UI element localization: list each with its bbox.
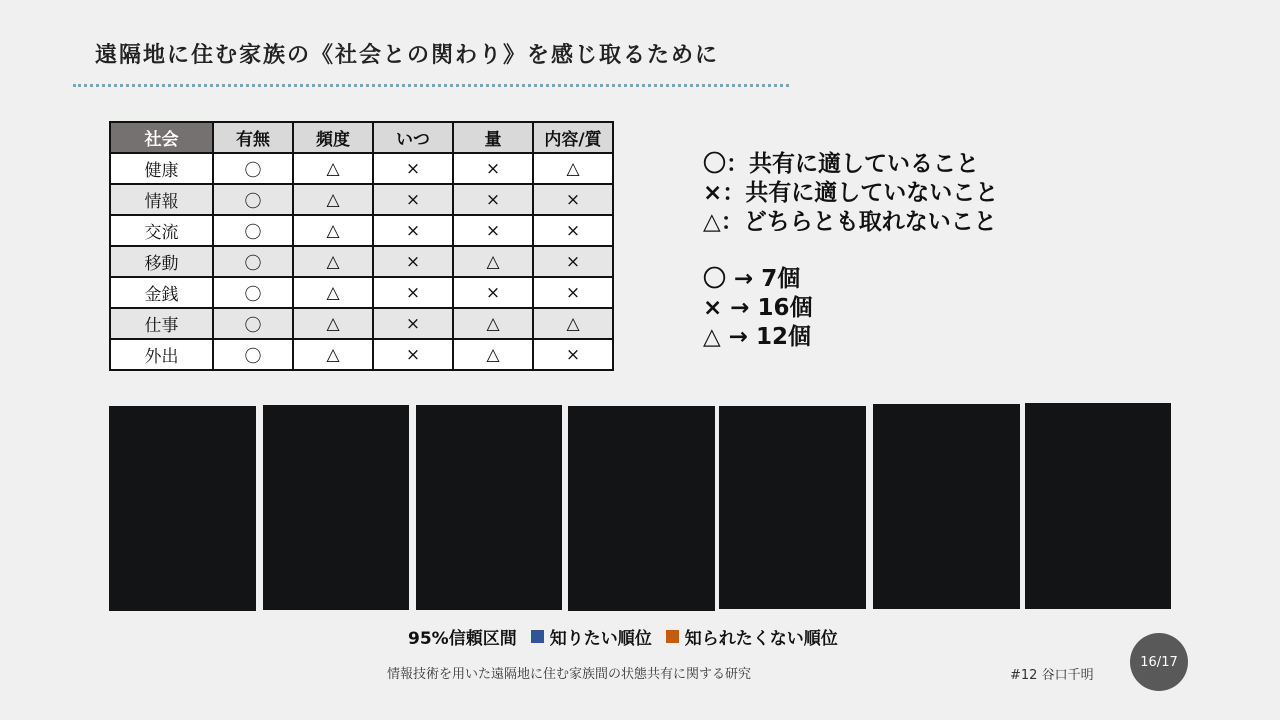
table-cell: 〇 — [213, 277, 293, 308]
table-header-cell: 内容/質 — [533, 122, 613, 153]
legend-item-want: 知りたい順位 — [549, 629, 652, 649]
table-cell: 〇 — [213, 153, 293, 184]
chart-legend — [408, 624, 838, 649]
row-label: 情報 — [110, 184, 213, 215]
table-cell: 〇 — [213, 184, 293, 215]
footer-text: 情報技術を用いた遠隔地に住む家族間の状態共有に関する研究 — [387, 667, 752, 682]
redacted-chart-panel — [719, 406, 866, 609]
table-row — [110, 308, 613, 339]
slide-title: 遠隔地に住む家族の《社会との関わり》を感じ取るために — [95, 43, 720, 68]
table-cell: × — [453, 215, 533, 246]
row-label: 交流 — [110, 215, 213, 246]
table-header-cell: 量 — [453, 122, 533, 153]
table-row — [110, 153, 613, 184]
legend-def-cross: ×：共有に適していないこと — [703, 180, 999, 206]
symbol-legend — [703, 150, 998, 352]
table-cell: △ — [293, 339, 373, 370]
table-cell: △ — [293, 153, 373, 184]
table-cell: 〇 — [213, 308, 293, 339]
table-cell: × — [533, 277, 613, 308]
table-cell: △ — [293, 215, 373, 246]
table-cell: × — [373, 246, 453, 277]
table-header-cell: いつ — [373, 122, 453, 153]
redacted-chart-panel — [263, 405, 409, 610]
table-cell: △ — [533, 308, 613, 339]
table-cell: △ — [293, 308, 373, 339]
legend-count-cross: × → 16個 — [703, 295, 813, 321]
table-cell: △ — [453, 308, 533, 339]
table-header-cell: 有無 — [213, 122, 293, 153]
table-cell: × — [373, 277, 453, 308]
table-cell: × — [453, 277, 533, 308]
legend-item-not-want: 知られたくない順位 — [684, 629, 838, 649]
table-cell: × — [373, 184, 453, 215]
table-header-row — [110, 122, 613, 153]
table-cell: △ — [453, 246, 533, 277]
table-cell: × — [533, 184, 613, 215]
table-header-cell: 頻度 — [293, 122, 373, 153]
table-cell: × — [533, 246, 613, 277]
legend-def-circle: 〇：共有に適していること — [703, 151, 979, 177]
table-cell: 〇 — [213, 246, 293, 277]
table-cell: × — [373, 153, 453, 184]
table-cell: △ — [293, 246, 373, 277]
table-row — [110, 246, 613, 277]
table-cell: △ — [453, 339, 533, 370]
row-label: 健康 — [110, 153, 213, 184]
table-cell: 〇 — [213, 215, 293, 246]
social-table — [109, 121, 614, 371]
legend-def-triangle: △：どちらとも取れないこと — [703, 209, 997, 235]
ci-label: 95%信頼区間 — [408, 629, 517, 649]
page-number: 16/17 — [1140, 654, 1178, 670]
table-cell: △ — [293, 277, 373, 308]
page-number-badge — [1130, 633, 1188, 691]
author-label: #12 谷口千明 — [1010, 668, 1094, 683]
title-divider — [73, 84, 789, 87]
table-row — [110, 184, 613, 215]
redacted-chart-panel — [873, 404, 1020, 609]
redacted-chart-panel — [109, 406, 256, 611]
redacted-chart-panel — [1025, 403, 1171, 609]
table-cell: × — [533, 339, 613, 370]
table-cell: × — [453, 153, 533, 184]
table-cell: × — [373, 339, 453, 370]
table-row — [110, 339, 613, 370]
table-header-cell: 社会 — [110, 122, 213, 153]
table-cell: × — [373, 215, 453, 246]
table-cell: × — [453, 184, 533, 215]
table-row — [110, 277, 613, 308]
blue-swatch-icon — [531, 630, 544, 643]
legend-count-circle: 〇 → 7個 — [703, 266, 801, 292]
redacted-chart-panel — [416, 405, 562, 610]
legend-spacer — [703, 237, 998, 265]
table-cell: △ — [293, 184, 373, 215]
row-label: 金銭 — [110, 277, 213, 308]
table-row — [110, 215, 613, 246]
table-cell: 〇 — [213, 339, 293, 370]
row-label: 移動 — [110, 246, 213, 277]
table-cell: × — [533, 215, 613, 246]
table-cell: × — [373, 308, 453, 339]
table-cell: △ — [533, 153, 613, 184]
row-label: 外出 — [110, 339, 213, 370]
legend-count-triangle: △ → 12個 — [703, 324, 811, 350]
row-label: 仕事 — [110, 308, 213, 339]
redacted-chart-panel — [568, 406, 715, 611]
orange-swatch-icon — [666, 630, 679, 643]
